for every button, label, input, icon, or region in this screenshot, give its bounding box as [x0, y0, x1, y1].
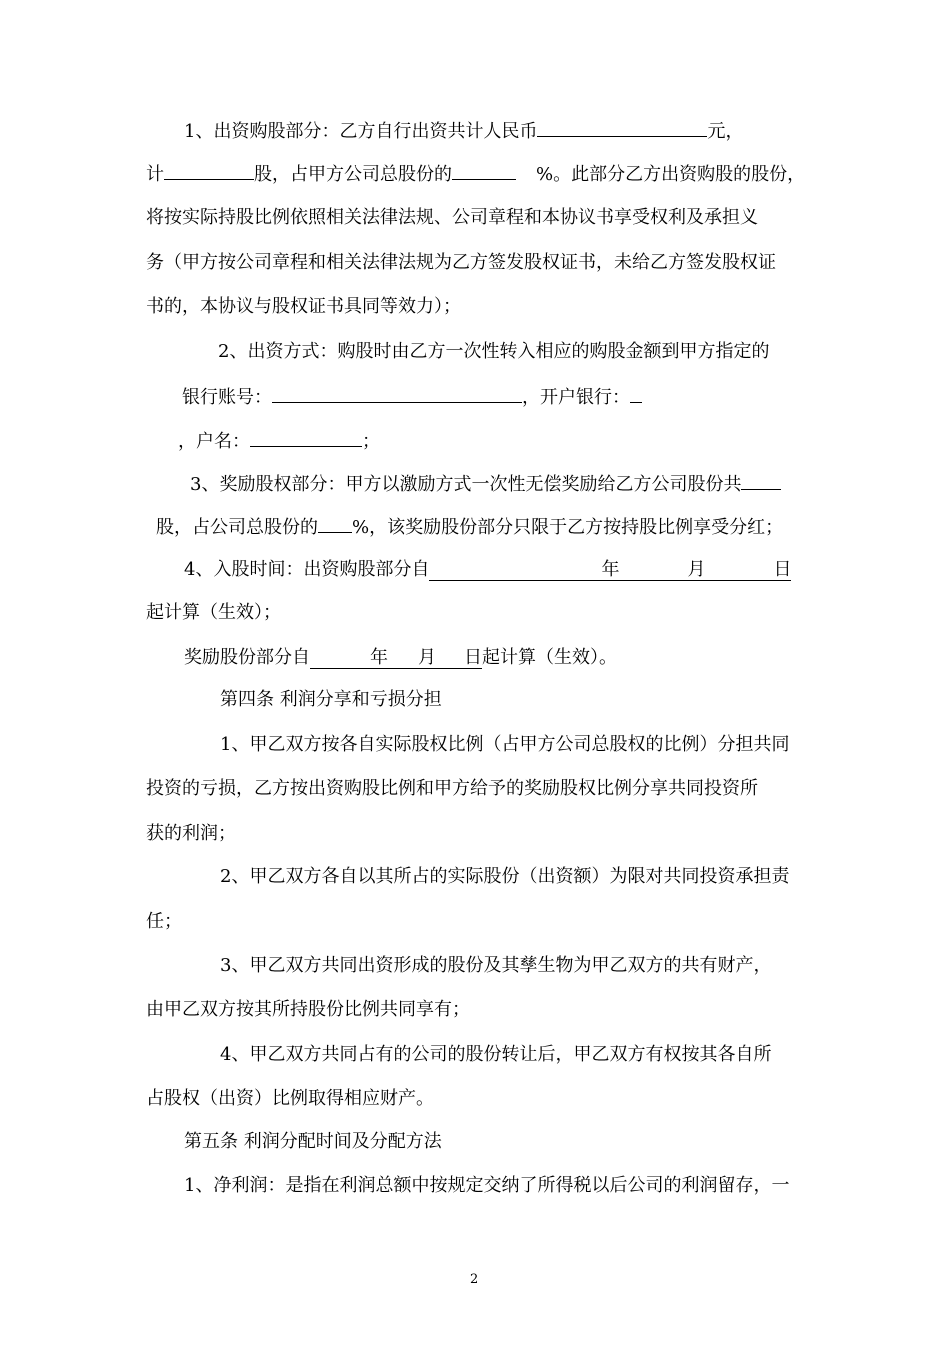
article-5-heading: 第五条 利润分配时间及分配方法 [184, 1131, 442, 1152]
purchase-date-blank: 年 月 日 [429, 560, 791, 581]
shares-blank [164, 161, 254, 180]
clause-3-1-line-1: 1、出资购股部分：乙方自行出资共计人民币 元， [184, 118, 743, 144]
reward-shares-blank [741, 471, 781, 490]
page-number: 2 [470, 1272, 479, 1287]
reward-date-blank: 年 月 日 [310, 648, 482, 669]
reward-percent-blank [318, 514, 352, 533]
article-4-4-line-1: 4、甲乙双方共同占有的公司的股份转让后，甲乙双方有权按其各自所 [220, 1044, 772, 1065]
clause-3-2-line-3: ，户名： ； [178, 428, 380, 454]
clause-3-4-line-3: 奖励股份部分自 年 月 日起计算（生效）。 [184, 647, 617, 668]
clause-3-1-line-5: 书的，本协议与股权证书具同等效力）； [146, 296, 461, 317]
clause-3-1-line-3: 将按实际持股比例依照相关法律法规、公司章程和本协议书享受权利及承担义 [146, 207, 758, 228]
clause-3-4-line-1: 4、入股时间：出资购股部分自 年 月 日 [184, 559, 792, 580]
article-5-1-line-1: 1、净利润：是指在利润总额中按规定交纳了所得税以后公司的利润留存，一 [184, 1175, 790, 1196]
article-4-3-line-2: 由甲乙双方按其所持股份比例共同享有； [146, 999, 470, 1020]
amount-blank [537, 118, 707, 137]
percent-blank [452, 161, 516, 180]
article-4-2-line-2: 任； [146, 911, 182, 932]
bank-name-blank [630, 384, 642, 403]
clause-3-3-line-1: 3、奖励股权部分：甲方以激励方式一次性无偿奖励给乙方公司股份共 [190, 471, 781, 497]
article-4-3-line-1: 3、甲乙双方共同出资形成的股份及其孳生物为甲乙双方的共有财产， [220, 955, 772, 976]
article-4-1-line-2: 投资的亏损，乙方按出资购股比例和甲方给予的奖励股权比例分享共同投资所 [146, 778, 758, 799]
article-4-1-line-3: 获的利润； [146, 823, 236, 844]
clause-3-3-line-2: 股，占公司总股份的 %，该奖励股份部分只限于乙方按持股比例享受分红； [156, 514, 783, 540]
account-name-blank [250, 428, 362, 447]
article-4-2-line-1: 2、甲乙双方各自以其所占的实际股份（出资额）为限对共同投资承担责 [220, 866, 790, 887]
clause-3-4-line-2: 起计算（生效）； [146, 602, 281, 623]
clause-3-2-line-2: 银行账号： ，开户银行： [182, 384, 642, 410]
article-4-4-line-2: 占股权（出资）比例取得相应财产。 [146, 1088, 434, 1109]
clause-3-1-line-2: 计 股，占甲方公司总股份的 %。此部分乙方出资购股的股份， [146, 161, 805, 187]
article-4-1-line-1: 1、甲乙双方按各自实际股权比例（占甲方公司总股权的比例）分担共同 [220, 734, 790, 755]
clause-3-2-line-1: 2、出资方式：购股时由乙方一次性转入相应的购股金额到甲方指定的 [218, 341, 770, 362]
clause-3-1-line-4: 务（甲方按公司章程和相关法律法规为乙方签发股权证书，未给乙方签发股权证 [146, 252, 776, 273]
article-4-heading: 第四条 利润分享和亏损分担 [220, 689, 442, 710]
bank-account-blank [272, 384, 522, 403]
